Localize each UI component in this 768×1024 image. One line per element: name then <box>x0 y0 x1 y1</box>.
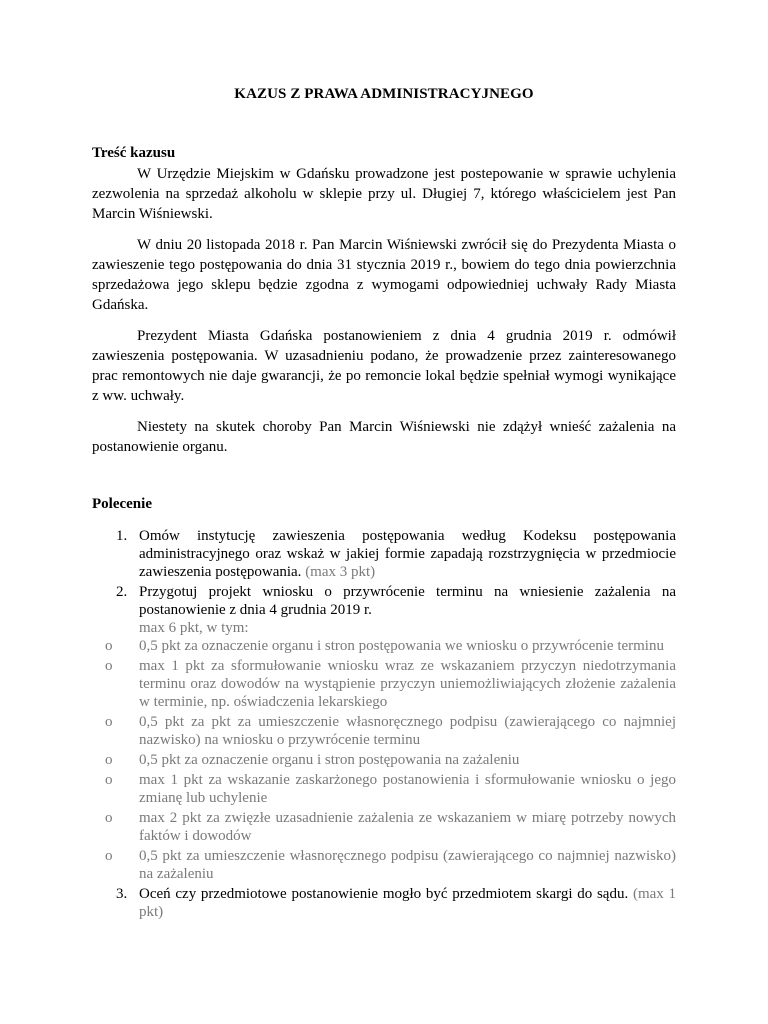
scoring-item <box>105 637 676 655</box>
task-number: 1. <box>116 528 128 544</box>
scoring-item <box>105 713 676 749</box>
circle-bullet-icon: o <box>105 752 113 768</box>
task-points: (max 1 pkt) <box>139 886 676 920</box>
task-item-2 <box>92 583 676 883</box>
instructions-heading: Polecenie <box>92 496 152 512</box>
scoring-item-text: 0,5 pkt za umieszczenie własnoręcznego podpisu (zawierającego co najmniej nazwisko) na zażaleniu <box>139 848 676 882</box>
case-content-heading: Treść kazusu <box>92 145 176 161</box>
section-spacer <box>92 468 676 496</box>
scoring-item <box>105 657 676 711</box>
task-text: Oceń czy przedmiotowe postanowienie mogło być przedmiotem skargi do sądu. <box>139 886 629 902</box>
circle-bullet-icon: o <box>105 714 113 730</box>
scoring-item-text: 0,5 pkt za pkt za umieszczenie własnoręcznego podpisu (zawierającego co najmniej nazwisko) na wniosku o przywrócenie terminu <box>139 714 676 748</box>
scoring-item <box>105 771 676 807</box>
document-title: KAZUS Z PRAWA ADMINISTRACYJNEGO <box>234 86 534 102</box>
scoring-item-text: max 2 pkt za zwięzłe uzasadnienie zażalenia ze wskazaniem w miarę potrzeby nowych faktów i dowodów <box>139 810 676 844</box>
task-text: Przygotuj projekt wniosku o przywrócenie terminu na wniesienie zażalenia na postanowienie z dnia 4 grudnia 2019 r. <box>139 584 676 618</box>
case-paragraph-1: W Urzędzie Miejskim w Gdańsku prowadzone jest postepowanie w sprawie uchylenia zezwolenia na sprzedaż alkoholu w sklepie przy ul. Długiej 7, którego właścicielem jest Pan Marcin Wiśniewski. <box>92 166 676 222</box>
scoring-item-text: max 1 pkt za sformułowanie wniosku wraz ze wskazaniem przyczyn niedotrzymania terminu oraz dowodów na wystąpienie przyczyn uniemożliwiających złożenie zażalenia w terminie, np. oświadczenia lekarskiego <box>139 658 676 710</box>
circle-bullet-icon: o <box>105 848 113 864</box>
case-paragraph-3: Prezydent Miasta Gdańska postanowieniem z dnia 4 grudnia 2019 r. odmówił zawieszenia postępowania. W uzasadnieniu podano, że prowadzenie przez zainteresowanego prac remontowych nie daje gwarancji, że po remoncie lokal będzie spełniał wymogi wynikające z ww. uchwały. <box>92 328 676 404</box>
scoring-item-text: 0,5 pkt za oznaczenie organu i stron postępowania we wniosku o przywrócenie terminu <box>139 638 664 654</box>
task-number: 2. <box>116 584 128 600</box>
circle-bullet-icon: o <box>105 772 113 788</box>
circle-bullet-icon: o <box>105 658 113 674</box>
scoring-item-text: max 1 pkt za wskazanie zaskarżonego postanowienia i sformułowanie wniosku o jego zmianę lub uchylenie <box>139 772 676 806</box>
task-number: 3. <box>116 886 128 902</box>
scoring-list <box>105 637 676 883</box>
scoring-item <box>105 809 676 845</box>
case-paragraph-4: Niestety na skutek choroby Pan Marcin Wiśniewski nie zdążył wnieść zażalenia na postanowienie organu. <box>92 419 676 455</box>
task-scoring-intro: max 6 pkt, w tym: <box>139 620 249 636</box>
scoring-item <box>105 751 676 769</box>
task-item-1 <box>92 527 676 581</box>
circle-bullet-icon: o <box>105 638 113 654</box>
scoring-item <box>105 847 676 883</box>
scoring-item-text: 0,5 pkt za oznaczenie organu i stron postępowania na zażaleniu <box>139 752 520 768</box>
circle-bullet-icon: o <box>105 810 113 826</box>
case-paragraph-2: W dniu 20 listopada 2018 r. Pan Marcin Wiśniewski zwrócił się do Prezydenta Miasta o zawieszenie tego postępowania do dnia 31 stycznia 2019 r., bowiem do tego dnia powierzchnia sprzedażowa jego sklepu będzie zgodna z wymogami odpowiedniej uchwały Rady Miasta Gdańska. <box>92 237 676 313</box>
task-list <box>92 527 676 921</box>
task-item-3 <box>92 885 676 921</box>
task-points: (max 3 pkt) <box>305 564 376 580</box>
task-text: Omów instytucję zawieszenia postępowania według Kodeksu postępowania administracyjnego oraz wskaż w jakiej formie zapadają rozstrzygnięcia w przedmiocie zawieszenia postępowania. <box>139 528 676 580</box>
